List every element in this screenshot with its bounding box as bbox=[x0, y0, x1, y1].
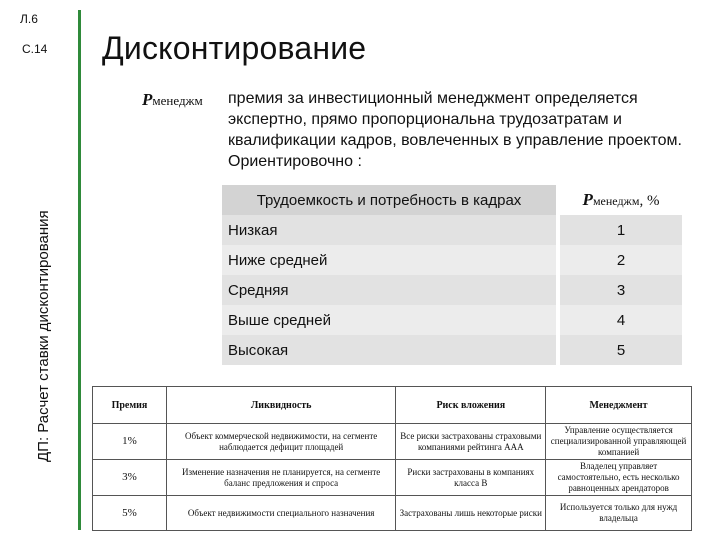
table-row bbox=[222, 305, 682, 335]
labor-level-cell: Выше средней bbox=[222, 305, 558, 335]
management-cell: Используется только для нужд владельца bbox=[546, 496, 692, 531]
labor-level-cell: Низкая bbox=[222, 215, 558, 245]
premium-cell: 3% bbox=[93, 460, 167, 496]
premium-value-cell: 5 bbox=[558, 335, 682, 365]
vertical-section-title: ДП: Расчет ставки дисконтирования bbox=[35, 210, 52, 462]
table-row bbox=[93, 424, 692, 460]
page-label: С.14 bbox=[22, 42, 48, 56]
table-row bbox=[222, 245, 682, 275]
liquidity-cell: Объект коммерческой недвижимости, на сегменте наблюдается дефицит площадей bbox=[166, 424, 396, 460]
premium-cell: 5% bbox=[93, 496, 167, 531]
premium-header: Премия bbox=[93, 387, 167, 424]
premium-cell: 1% bbox=[93, 424, 167, 460]
risk-cell: Риски застрахованы в компаниях класса В bbox=[396, 460, 546, 496]
management-cell: Владелец управляет самостоятельно, есть несколько равноценных арендаторов bbox=[546, 460, 692, 496]
table-row bbox=[93, 460, 692, 496]
table-header-row bbox=[93, 387, 692, 424]
liquidity-cell: Изменение назначения не планируется, на сегменте баланс предложения и спроса bbox=[166, 460, 396, 496]
premium-value-cell: 1 bbox=[558, 215, 682, 245]
risk-cell: Все риски застрахованы страховыми компаниями рейтинга ААА bbox=[396, 424, 546, 460]
table-row bbox=[222, 275, 682, 305]
risk-cell: Застрахованы лишь некоторые риски bbox=[396, 496, 546, 531]
labor-column-header: Трудоемкость и потребность в кадрах bbox=[222, 185, 558, 215]
risk-premium-table bbox=[92, 386, 692, 531]
labor-level-cell: Средняя bbox=[222, 275, 558, 305]
labor-level-cell: Высокая bbox=[222, 335, 558, 365]
slide-label: Л.6 bbox=[20, 12, 38, 26]
premium-value-cell: 4 bbox=[558, 305, 682, 335]
premium-symbol-subscript: менеджм bbox=[152, 93, 203, 108]
divider-line bbox=[78, 10, 81, 530]
premium-symbol bbox=[142, 90, 203, 110]
page-title: Дисконтирование bbox=[102, 30, 367, 66]
intro-paragraph: премия за инвестиционный менеджмент определяется экспертно, прямо пропорциональна трудозатратам и квалификации кадров, вовлеченных в управление проектом. Ориентировочно : bbox=[228, 90, 682, 170]
labor-premium-table bbox=[222, 185, 682, 365]
table-header-row bbox=[222, 185, 682, 215]
premium-column-header: Pменеджм, % bbox=[558, 185, 682, 215]
labor-level-cell: Ниже средней bbox=[222, 245, 558, 275]
table-row bbox=[222, 215, 682, 245]
table-row bbox=[93, 496, 692, 531]
liquidity-header: Ликвидность bbox=[166, 387, 396, 424]
risk-header: Риск вложения bbox=[396, 387, 546, 424]
premium-value-cell: 3 bbox=[558, 275, 682, 305]
management-cell: Управление осуществляется специализированной управляющей компанией bbox=[546, 424, 692, 460]
management-header: Менеджмент bbox=[546, 387, 692, 424]
premium-value-cell: 2 bbox=[558, 245, 682, 275]
table-row bbox=[222, 335, 682, 365]
premium-symbol-letter: P bbox=[142, 90, 153, 109]
liquidity-cell: Объект недвижимости специального назначения bbox=[166, 496, 396, 531]
